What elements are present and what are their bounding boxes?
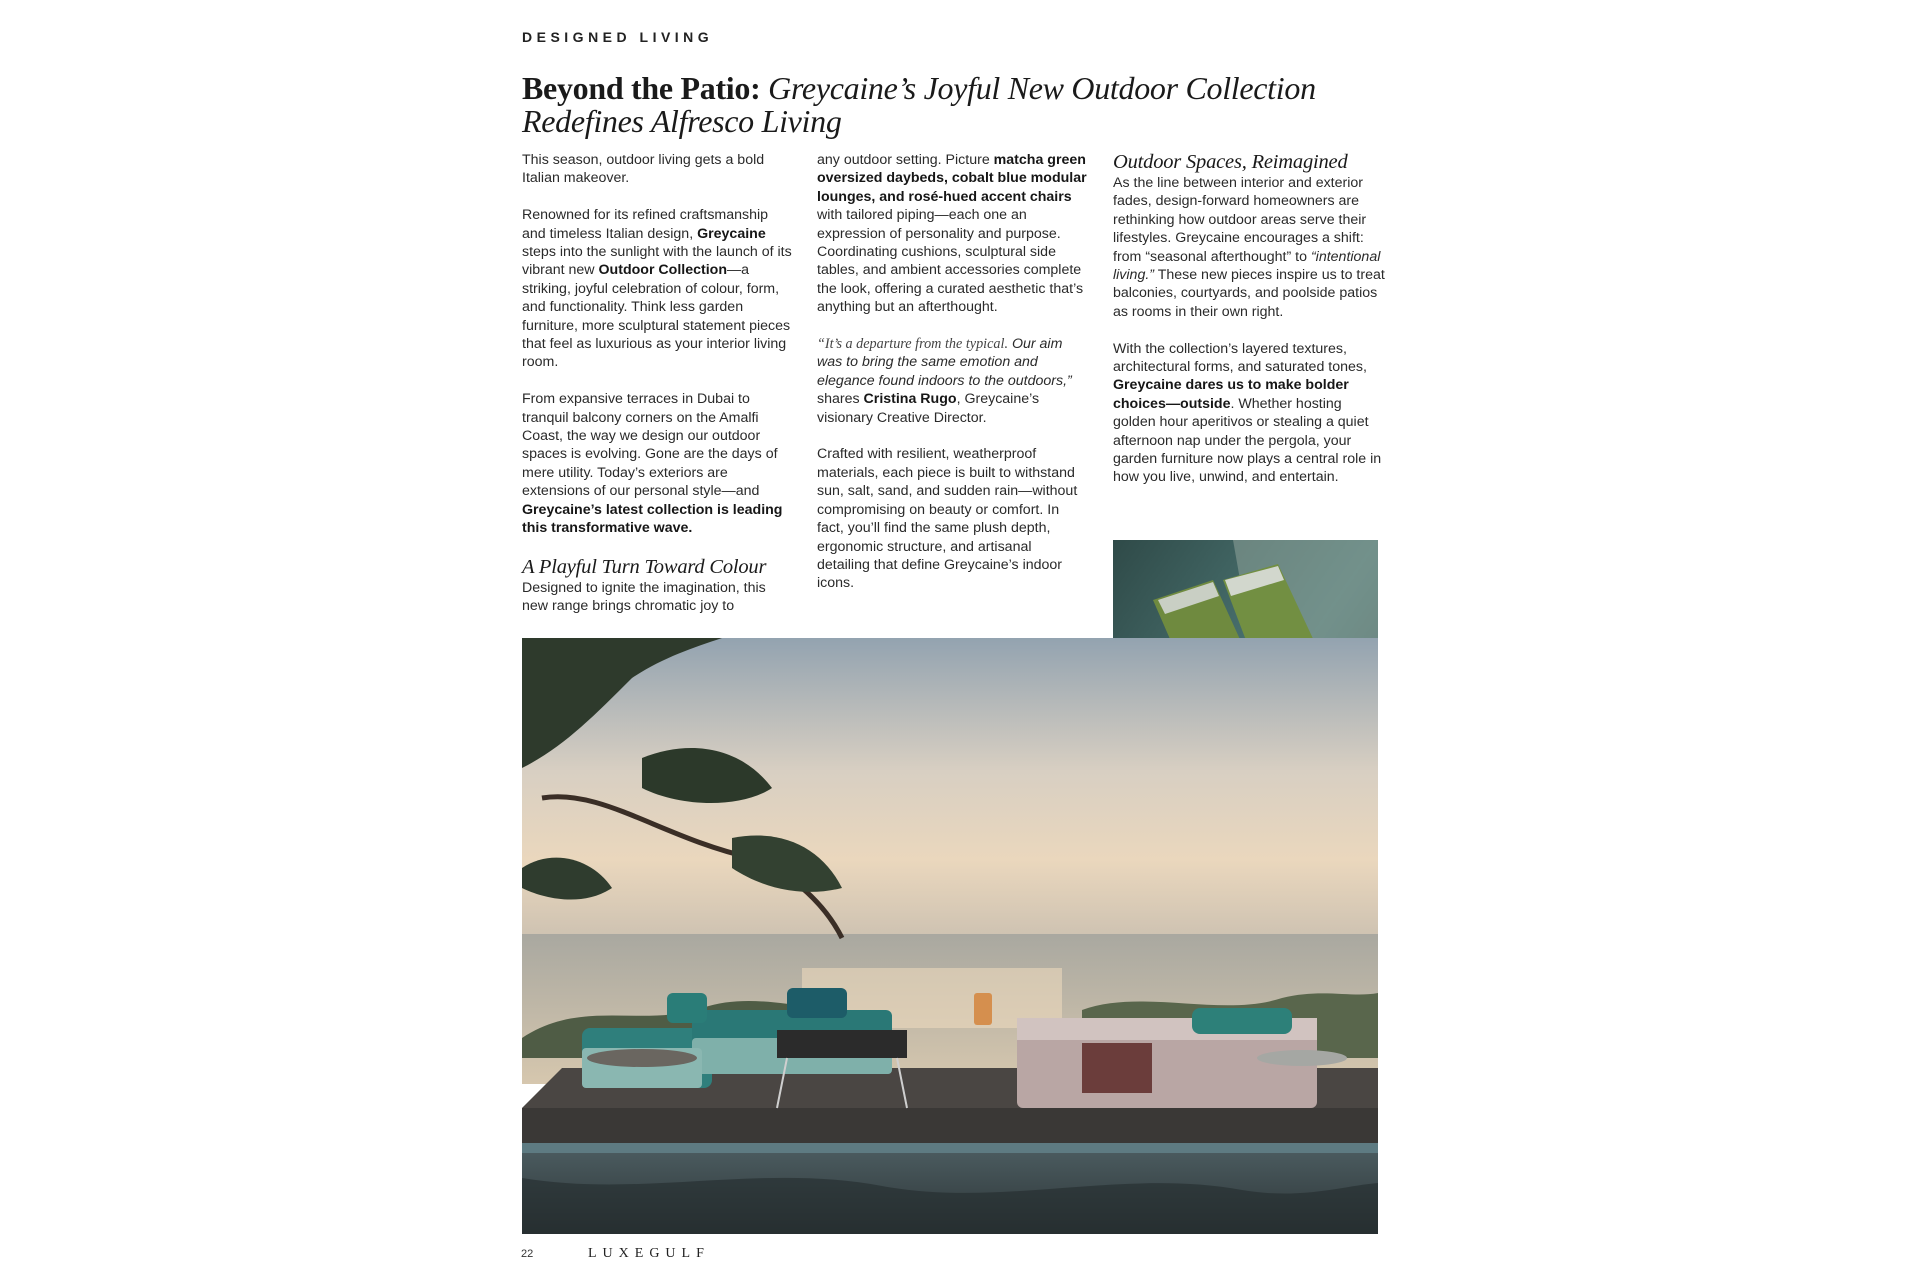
text-run: shares [817,391,860,408]
headline-main: Beyond the Patio: [522,70,761,106]
paragraph [1113,340,1385,487]
text-run: Renowned for its refined craftsmanship and timeless Italian design, [522,207,769,242]
headline-sub: Greycaine’s Joyful New Outdoor Collection Redefines Alfresco Living [522,70,1316,139]
text-run: As the line between interior and exterior fades, design-forward homeowners are rethinking how outdoor areas serve their lifestyles. Greycaine encourages a shift: from “seasonal afterthought” to [1113,175,1367,265]
bold-run: matcha green oversized daybeds, cobalt blue modular lounges, and rosé-hued accent chairs [817,152,1087,205]
text-run: . Whether hosting golden hour aperitivos or stealing a quiet afternoon nap under the pergola, your garden furniture now plays a central role in how you live, unwind, and entertain. [1113,395,1382,486]
section-label: DESIGNED LIVING [522,29,714,45]
text-run: any outdoor setting. Picture [817,152,990,168]
text-run: steps into the sunlight with the launch of its vibrant new [522,244,792,279]
page-number: 22 [521,1248,534,1260]
quote-lead: “It’s a departure from the typical. [817,336,1008,353]
column-3 [1113,151,1385,505]
paragraph [1113,174,1385,321]
collection-name: Outdoor Collection [598,262,727,279]
italic-run: “intentional living.” [1113,248,1381,284]
subhead-spaces: Outdoor Spaces, Reimagined [1113,151,1348,173]
subhead-colour: A Playful Turn Toward Colour [522,555,767,578]
column-2 [817,151,1087,611]
quote-body: Our aim was to bring the same emotion and elegance found indoors to the outdoors,” [817,336,1072,389]
paragraph [817,151,1087,317]
terrace-lounge-illustration [522,638,1378,1234]
paragraph: Crafted with resilient, weatherproof materials, each piece is built to withstand sun, salt, sand, and sudden rain—without compromising on beauty or comfort. In fact, you’ll find the same plush depth, ergonomic structure, and artisanal detailing that define Greycaine’s indoor icons. [817,446,1078,592]
magazine-wordmark: LUXEGULF [588,1246,710,1261]
paragraph: Designed to ignite the imagination, this new range brings chromatic joy to [522,579,766,615]
intro-paragraph: This season, outdoor living gets a bold Italian makeover. [522,152,765,187]
text-run: , Greycaine’s visionary Creative Director. [817,391,1040,426]
terrace-lounge-photo [522,638,1378,1234]
bold-run: Greycaine dares us to make bolder choices—outside [1113,377,1349,412]
paragraph [522,206,792,372]
pull-quote [817,335,1087,427]
text-run: These new pieces inspire us to treat balconies, courtyards, and poolside patios as rooms in their own right. [1113,267,1385,320]
paragraph [522,390,792,537]
text-run: —a striking, joyful celebration of colour, form, and functionality. Think less garden furniture, more sculptural statement pieces that feel as luxurious as your interior living room. [522,262,791,371]
text-run: From expansive terraces in Dubai to tranquil balcony corners on the Amalfi Coast, the way we design our outdoor spaces is evolving. Gone are the days of mere utility. Today’s exteriors are extensions of our personal style—and [522,391,778,500]
bold-run: Greycaine’s latest collection is leading this transformative wave. [522,501,783,537]
column-1 [522,151,792,634]
article-headline [522,72,1402,138]
text-run: With the collection’s layered textures, architectural forms, and saturated tones, [1113,340,1367,376]
text-run: with tailored piping—each one an expression of personality and purpose. Coordinating cushions, sculptural side tables, and ambient accessories complete the look, offering a curated aesthetic that’s anything but an afterthought. [817,207,1084,316]
quote-author: Cristina Rugo [863,391,957,408]
brand-name: Greycaine [697,225,766,242]
